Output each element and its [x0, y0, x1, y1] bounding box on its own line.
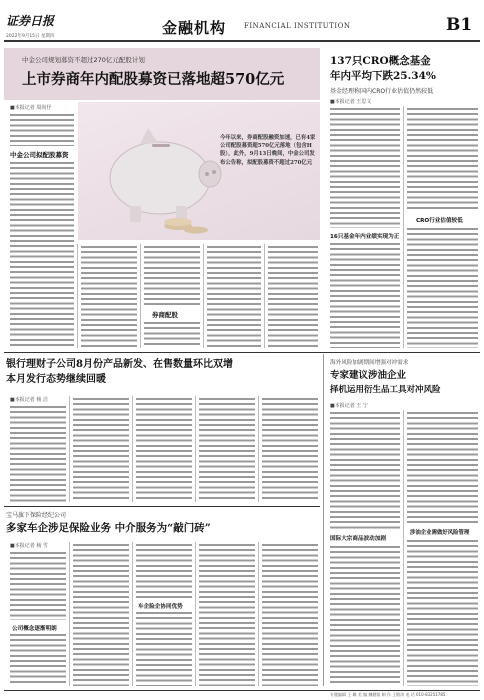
insurance-divider-1	[69, 542, 70, 686]
hedging-headline-line1: 专家建议涉油企业	[330, 370, 407, 381]
lead-subhead-1: 中金公司拟配股募资	[10, 151, 69, 159]
hedging-text-col2b	[407, 540, 478, 686]
insurance-text-col5	[262, 544, 318, 686]
lead-text-col1	[10, 114, 74, 146]
insurance-text-col3b	[136, 612, 192, 686]
wealth-divider-4	[258, 396, 259, 502]
cro-text-col2b	[407, 228, 478, 348]
cro-headline-line2: 年内平均下跌25.34%	[330, 70, 436, 82]
cro-story	[326, 48, 480, 350]
lead-text-col5	[268, 246, 318, 348]
lead-column-divider-1	[77, 244, 78, 348]
insurance-text-col4	[199, 544, 255, 686]
footer-rule	[4, 690, 480, 691]
insurance-subhead-1: 公司概念逐渐明朗	[12, 626, 57, 632]
wealth-text-col3	[136, 398, 192, 502]
lead-column-divider-2	[140, 244, 141, 348]
lead-column-divider-4	[264, 244, 265, 348]
right-column-divider	[323, 354, 324, 686]
insurance-text-col2	[73, 544, 129, 686]
insurance-divider-4	[258, 542, 259, 686]
hedging-headline-line2: 择机运用衍生品工具对冲风险	[330, 385, 441, 395]
footer-credits: 专题编辑 王 璐 美 编 魏健骐 制 作 王敬涛 电 话 010-83251785	[330, 692, 446, 697]
insurance-text-col1b	[10, 634, 66, 686]
hedging-subhead-1: 国际大宗商品波动加剧	[330, 536, 386, 542]
section-title: 金融机构	[162, 19, 227, 37]
hedging-text-col2a	[407, 412, 478, 524]
insurance-subhead-2: 车企险企协同优势	[138, 604, 183, 610]
mid-section-rule	[4, 506, 320, 507]
page-number: B1	[446, 15, 473, 35]
cro-headline-line1: 137只CRO概念基金	[330, 55, 431, 67]
lead-text-col2	[81, 246, 137, 348]
masthead-rule	[4, 40, 480, 42]
insurance-text-col1a	[10, 552, 66, 620]
wealth-story	[4, 356, 320, 504]
lead-text-col3b	[144, 322, 200, 348]
cro-text-col1a	[330, 108, 400, 228]
lead-text-col3	[144, 246, 200, 306]
lead-callout: 今年以来，券商配股融资加速，已有4家公司配股募资超570亿元落地（包含H股），此外，9月13日晚间，中金公司发布公告称，拟配股募资不超过270亿元	[220, 135, 316, 166]
wealth-headline-line1: 银行理财子公司8月份产品新发、在售数量环比双增	[6, 359, 233, 370]
insurance-kicker: 宝马旗下保险经纪公司	[6, 512, 67, 519]
lead-column-divider-3	[203, 244, 204, 348]
lead-kicker: 中金公司规划募资不超过270亿元配股计划	[22, 56, 145, 64]
piggy-bank-illustration	[78, 102, 320, 240]
wealth-text-col2	[73, 398, 129, 502]
wealth-byline: ■本报记者 杨 洁	[10, 397, 48, 403]
lead-text-col1b	[10, 162, 74, 348]
masthead	[0, 0, 484, 42]
wealth-divider-1	[69, 396, 70, 502]
dateline: 2022年9月15日 星期四	[6, 34, 55, 39]
newspaper-logo: 证券日报	[6, 14, 55, 28]
cro-byline: ■本报记者 王思文	[330, 99, 372, 105]
lead-headline: 上市券商年内配股募资已落地超570亿元	[22, 71, 285, 88]
cro-column-divider	[403, 106, 404, 348]
wealth-divider-3	[195, 396, 196, 502]
wealth-headline-line2: 本月发行态势继续回暖	[6, 374, 106, 385]
lead-text-col4	[207, 246, 261, 348]
insurance-text-col3a	[136, 544, 192, 598]
cro-deck: 基金经理称国内CRO行业估值仍然较低	[330, 88, 434, 95]
hedging-column-divider	[403, 410, 404, 686]
hedging-text-col1b	[330, 546, 400, 686]
insurance-divider-2	[132, 542, 133, 686]
lead-byline: ■本报记者 周尚伃	[10, 105, 52, 111]
top-section-rule	[4, 352, 480, 353]
hedging-story	[326, 356, 480, 688]
wealth-text-col4	[199, 398, 255, 502]
hedging-byline: ■本报记者 王 宁	[330, 403, 368, 409]
insurance-byline: ■本报记者 杨 雪	[10, 543, 48, 549]
cro-subhead-2: CRO行业估值较低	[416, 218, 463, 224]
section-subtitle: FINANCIAL INSTITUTION	[244, 22, 351, 30]
insurance-divider-3	[195, 542, 196, 686]
insurance-headline: 多家车企涉足保险业务 中介服务为“敲门砖”	[6, 522, 211, 534]
lead-subhead-2: 券商配股	[152, 311, 178, 319]
lead-story	[4, 48, 320, 350]
cro-text-col1b	[330, 243, 400, 348]
cro-subhead-1: 16只基金年内业绩实现为正	[330, 234, 400, 240]
wealth-text-col1	[10, 406, 66, 502]
cro-text-col2a	[407, 108, 478, 212]
hedging-text-col1a	[330, 412, 400, 530]
wealth-divider-2	[132, 396, 133, 502]
hedging-kicker: 海外风险加剧期间增强对冲需求	[330, 360, 409, 366]
insurance-story	[4, 508, 320, 688]
hedging-subhead-2: 涉油企业需做好风险管理	[410, 530, 470, 536]
wealth-text-col5	[262, 398, 318, 502]
